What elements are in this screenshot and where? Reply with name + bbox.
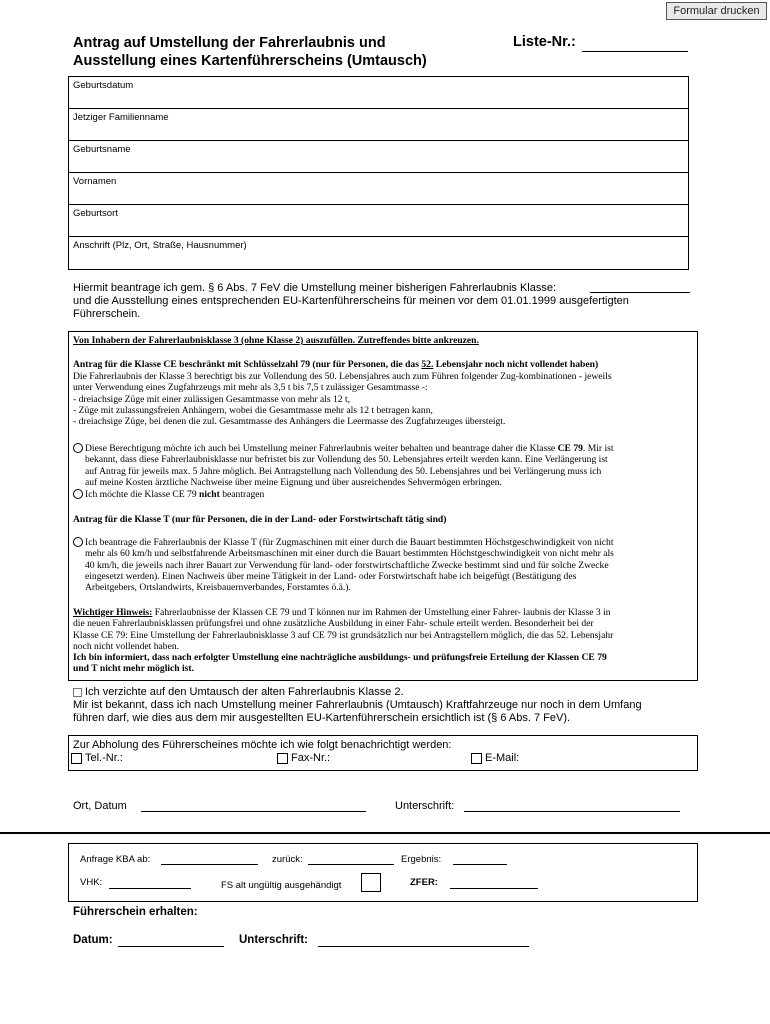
- ce79-keep-line-4: auf meine Kosten ärztliche Nachweise über meine Eignung und über ausreichendes Sehvermögen erbringen.: [85, 476, 502, 488]
- office-use-box: [68, 843, 698, 902]
- signature-input[interactable]: [464, 811, 680, 812]
- personal-data-box: [68, 76, 689, 270]
- ce-text-line-1: Die Fahrerlaubnis der Klasse 3 berechtigt bis zur Vollendung des 50. Lebensjahres auch zum Führen folgender Zug-kombinationen - jeweils: [73, 371, 612, 382]
- hint-line-1: [73, 607, 698, 618]
- waiver-text: [73, 699, 703, 725]
- hint-label: Wichtiger Hinweis:: [73, 607, 153, 618]
- ce79-decline-text-end: beantragen: [219, 489, 265, 500]
- ce79-keep-text-end: . Mir ist: [582, 443, 614, 454]
- received-date-label: Datum:: [73, 934, 113, 946]
- ce79-keep-option: [85, 443, 697, 488]
- received-signature-label: Unterschrift:: [239, 934, 309, 946]
- liste-nr-label: Liste-Nr.:: [513, 34, 576, 50]
- tel-checkbox[interactable]: [71, 753, 82, 764]
- ce-heading-text-end: Lebensjahr noch nicht vollendet haben): [433, 359, 599, 370]
- first-names-field[interactable]: [69, 173, 688, 205]
- ce79-keep-radio[interactable]: [73, 443, 83, 453]
- ce79-keep-line-3: auf Antrag für jeweils max. 5 Jahre möglich. Bei Antragstellung nach Vollendung des 50. Lebensjahres und bei Verlängerung muss ich: [85, 465, 602, 477]
- fs-invalid-label: FS alt ungültig ausgehändigt: [221, 880, 342, 891]
- tel-label: Tel.-Nr.:: [85, 752, 123, 764]
- ce79-keep-line-1: [85, 443, 697, 454]
- hint-bold-line-1: Ich bin informiert, dass nach erfolgter Umstellung eine nachträgliche ausbildungs- und prüfungsfreie Erteilung der Klassen CE 79: [73, 652, 607, 664]
- ce-item-1: - dreiachsige Züge mit einer zulässigen Gesamtmasse von mehr als 12 t,: [73, 393, 351, 405]
- section-divider: [0, 832, 770, 834]
- hint-line-4: noch nicht vollendet haben.: [73, 640, 180, 652]
- ce79-keep-line-2: bekannt, dass diese Fahrerlaubnisklasse nur befristet bis zur Vollendung des 50. Lebensjahres erteilt werden kann. Eine Verlängerung ist: [85, 454, 608, 466]
- hint-bold-line-2: und T nicht mehr möglich ist.: [73, 663, 195, 675]
- t-line-1: Ich beantrage die Fahrerlaubnis der Klasse T (für Zugmaschinen mit einer durch die Bauart bestimmten Höchstgeschwindigkeit von nicht: [85, 537, 614, 548]
- signature-label: Unterschrift:: [395, 800, 455, 812]
- ce79-decline-radio[interactable]: [73, 489, 83, 499]
- waiver-line-1: Ich verzichte auf den Umtausch der alten Fahrerlaubnis Klasse 2.: [85, 686, 404, 698]
- zfer-label: ZFER:: [410, 877, 438, 888]
- class-t-radio[interactable]: [73, 537, 83, 547]
- t-line-5: Arbeitgebers, Ortslandwirts, Kreisbauernverbandes, Forstamtes ö.ä.).: [85, 582, 351, 594]
- t-line-2: mehr als 60 km/h und selbstfahrende Arbeitsmaschinen mit einer durch die Bauart bestimmten Höchstgeschwindigkeit von nicht mehr als: [85, 548, 614, 560]
- vhk-label: VHK:: [80, 877, 103, 888]
- ce-item-3: - dreiachsige Züge, bei denen die zul. Gesamtmasse des Anhängers die Leermasse des Zugfahrzeuges übersteigt.: [73, 416, 506, 428]
- ce-item-2: - Züge mit zulassungsfreien Anhängern, wobei die Gesamtmasse mehr als 12 t betragen kann,: [73, 404, 433, 416]
- birthdate-label: Geburtsdatum: [73, 80, 134, 91]
- ce-heading-age: 52.: [421, 359, 434, 370]
- ce79-decline-text: Ich möchte die Klasse CE 79: [85, 489, 200, 500]
- intro-line-1: Hiermit beantrage ich gem. § 6 Abs. 7 FeV die Umstellung meiner bisherigen Fahrerlaubnis Klasse:: [73, 282, 557, 294]
- ce-heading: [73, 359, 598, 370]
- result-label: Ergebnis:: [401, 854, 442, 865]
- license-received-label: Führerschein erhalten:: [73, 906, 198, 918]
- current-surname-label: Jetziger Familienname: [73, 112, 169, 123]
- place-date-label: Ort, Datum: [73, 800, 127, 812]
- important-notice: [73, 607, 698, 675]
- current-surname-field[interactable]: [69, 109, 688, 141]
- back-label: zurück:: [272, 854, 303, 865]
- license-class-input[interactable]: [590, 292, 690, 293]
- address-field[interactable]: [69, 237, 688, 269]
- birth-name-field[interactable]: [69, 141, 688, 173]
- ce-text-line-2: unter Verwendung eines Zugfahrzeugs mit mehr als 3,5 t bis 7,5 t zulässiger Gesamtmasse -:: [73, 382, 428, 394]
- kba-input[interactable]: [161, 864, 258, 865]
- fs-invalid-checkbox[interactable]: [361, 873, 381, 892]
- ce79-decline-option: [85, 489, 264, 500]
- hint-line-2: die neuen Fahrerlaubnisklassen prüfungsfrei und ohne zusätzliche Ausbildung in einer Fahr- schule erteilt werden. Besonderheit bei der: [73, 618, 594, 630]
- email-checkbox[interactable]: [471, 753, 482, 764]
- title-line-2: Ausstellung eines Kartenführerscheins (Umtausch): [73, 53, 427, 69]
- first-names-label: Vornamen: [73, 176, 117, 187]
- zfer-input[interactable]: [450, 888, 538, 889]
- t-line-3: 40 km/h, die jeweils nach ihrer Bauart zur Verwendung für land- oder forstwirtschaftliche Zwecke bestimmt sind und für solche Zwecke: [85, 559, 609, 571]
- received-date-input[interactable]: [118, 946, 224, 947]
- place-date-input[interactable]: [141, 811, 366, 812]
- email-label: E-Mail:: [485, 752, 520, 764]
- waiver-line-2: Mir ist bekannt, dass ich nach Umstellung meiner Fahrerlaubnis (Umtausch) Kraftfahrzeuge nur noch in dem Umfang: [73, 699, 642, 711]
- fax-label: Fax-Nr.:: [291, 752, 331, 764]
- title-line-1: Antrag auf Umstellung der Fahrerlaubnis und: [73, 35, 386, 51]
- result-input[interactable]: [453, 864, 507, 865]
- address-label: Anschrift (Plz, Ort, Straße, Hausnummer): [73, 240, 247, 251]
- t-line-4: eingesetzt werden). Einen Nachweis über meine Tätigkeit in der Land- oder Forstwirtschaft habe ich beigefügt (Bestätigung des: [85, 570, 577, 582]
- birthplace-label: Geburtsort: [73, 208, 118, 219]
- notification-box: [68, 735, 698, 771]
- class3-heading: Von Inhabern der Fahrerlaubnisklasse 3 (ohne Klasse 2) auszufüllen. Zutreffendes bitte ankreuzen.: [73, 335, 479, 346]
- t-heading: Antrag für die Klasse T (nur für Personen, die in der Land- oder Forstwirtschaft tätig sind): [73, 514, 447, 525]
- waiver-checkbox[interactable]: [73, 688, 82, 697]
- ce-heading-text: Antrag für die Klasse CE beschränkt mit Schlüsselzahl 79 (nur für Personen, die das: [73, 359, 422, 370]
- back-input[interactable]: [308, 864, 394, 865]
- application-intro: [73, 282, 698, 321]
- class-t-option: [85, 537, 697, 593]
- birthplace-field[interactable]: [69, 205, 688, 237]
- ce79-class-label: CE 79: [557, 443, 583, 454]
- notification-label: Zur Abholung des Führerscheines möchte ich wie folgt benachrichtigt werden:: [73, 739, 452, 751]
- hint-line-3: Klasse CE 79: Eine Umstellung der Fahrerlaubnisklasse 3 auf CE 79 ist grundsätzlich nur bei Antragstellern möglich, die das 52. Lebensjahr: [73, 629, 614, 641]
- liste-nr-input[interactable]: [582, 51, 688, 52]
- birthdate-field[interactable]: [69, 77, 688, 109]
- received-signature-input[interactable]: [318, 946, 529, 947]
- waiver-line-3: führen darf, wie dies aus dem mir ausgestellten EU-Kartenführerschein ersichtlich ist (§ 6 Abs. 7 FeV).: [73, 712, 571, 724]
- vhk-input[interactable]: [109, 888, 191, 889]
- intro-line-3: Führerschein.: [73, 308, 141, 320]
- print-form-button[interactable]: Formular drucken: [666, 2, 767, 20]
- ce79-keep-text: Diese Berechtigung möchte ich auch bei Umstellung meiner Fahrerlaubnis weiter behalten und beantrage daher die Klasse: [85, 443, 558, 454]
- page-title: [73, 34, 427, 70]
- birth-name-label: Geburtsname: [73, 144, 131, 155]
- hint-line-1-text: Fahrerlaubnisse der Klassen CE 79 und T können nur im Rahmen der Umstellung einer Fahrer- laubnis der Klasse 3 in: [152, 607, 611, 618]
- kba-label: Anfrage KBA ab:: [80, 854, 151, 865]
- fax-checkbox[interactable]: [277, 753, 288, 764]
- ce79-decline-bold: nicht: [199, 489, 220, 500]
- ce-description: [73, 371, 698, 427]
- intro-line-2: und die Ausstellung eines entsprechenden EU-Kartenführerscheins für meinen vor dem 01.01.1999 ausgefertigten: [73, 295, 629, 307]
